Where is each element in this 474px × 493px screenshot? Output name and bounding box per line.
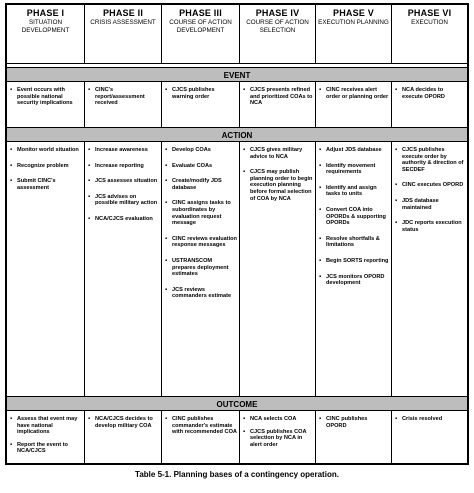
planning-table <box>5 3 469 465</box>
bullet-list <box>7 142 84 191</box>
bullet-item: ▪ CJCS gives military advice to NCA <box>243 147 313 160</box>
bullet-item: ▪ Begin SORTS reporting <box>319 258 389 265</box>
outcome-cell-phase-5 <box>316 411 392 463</box>
bullet-item: ▪ Assess that event may have national implications <box>10 416 82 436</box>
bullet-item: ▪ NCA/CJCS evaluation <box>88 216 159 223</box>
bullet-item: ▪ JCS advises on possible military action <box>88 194 159 207</box>
bullet-item: ▪ Adjust JDS database <box>319 147 389 154</box>
action-cell-phase-5 <box>316 142 392 396</box>
phase-header-5 <box>316 5 392 63</box>
phase-title: PHASE VI <box>407 8 452 18</box>
bullet-list <box>85 411 161 429</box>
bullet-item: ▪ JCS reviews commanders estimate <box>165 287 237 300</box>
event-cell-phase-5 <box>316 82 392 127</box>
bullet-item: ▪ Event occurs with possible national security implications <box>10 87 82 107</box>
event-cell-phase-3 <box>162 82 240 127</box>
phase-subtitle: COURSE OF ACTION DEVELOPMENT <box>169 19 232 34</box>
bullet-list <box>162 82 239 100</box>
phase-title: PHASE II <box>102 8 144 18</box>
section-band-action: ACTION <box>7 127 467 142</box>
bullet-list <box>240 82 315 107</box>
bullet-list <box>240 411 315 448</box>
event-row <box>7 82 467 127</box>
bullet-item: ▪ Monitor world situation <box>10 147 82 154</box>
bullet-item: ▪ Increase reporting <box>88 163 159 170</box>
bullet-item: ▪ CINC reviews evaluation response messages <box>165 236 237 249</box>
section-band-event: EVENT <box>7 67 467 82</box>
bullet-item: ▪ NCA decides to execute OPORD <box>395 87 465 100</box>
bullet-list <box>392 142 467 233</box>
bullet-item: ▪ CINC's report/assessment received <box>88 87 159 107</box>
action-cell-phase-6 <box>392 142 467 396</box>
outcome-cell-phase-1 <box>7 411 85 463</box>
event-cell-phase-1 <box>7 82 85 127</box>
table-caption: Table 5-1. Planning bases of a contingency operation. <box>135 470 339 479</box>
phase-header-2 <box>85 5 162 63</box>
phase-subtitle: EXECUTION PLANNING <box>318 19 389 26</box>
bullet-list <box>392 82 467 100</box>
bullet-list <box>85 142 161 223</box>
bullet-list <box>7 82 84 107</box>
bullet-item: ▪ JDC reports execution status <box>395 220 465 233</box>
phase-title: PHASE V <box>333 8 374 18</box>
bullet-item: ▪ Identify movement requirements <box>319 163 389 176</box>
bullet-item: ▪ CINC publishes commander's estimate with recommended COA <box>165 416 237 436</box>
bullet-item: ▪ CJCS publishes execute order by authority & direction of SECDEF <box>395 147 465 173</box>
phase-title: PHASE III <box>179 8 222 18</box>
action-cell-phase-3 <box>162 142 240 396</box>
bullet-item: ▪ Recognize problem <box>10 163 82 170</box>
phase-header-1 <box>7 5 85 63</box>
bullet-item: ▪ CINC receives alert order or planning order <box>319 87 389 100</box>
bullet-list <box>240 142 315 202</box>
phase-subtitle: COURSE OF ACTION SELECTION <box>246 19 309 34</box>
bullet-item: ▪ Submit CINC's assessment <box>10 178 82 191</box>
bullet-list <box>392 411 467 423</box>
event-cell-phase-6 <box>392 82 467 127</box>
outcome-cell-phase-4 <box>240 411 316 463</box>
bullet-item: ▪ JDS database maintained <box>395 198 465 211</box>
bullet-item: ▪ Create/modify JDS database <box>165 178 237 191</box>
bullet-item: ▪ USTRANSCOM prepares deployment estimates <box>165 258 237 278</box>
phase-header-3 <box>162 5 240 63</box>
bullet-item: ▪ Develop COAs <box>165 147 237 154</box>
bullet-item: ▪ CJCS may publish planning order to begin execution planning before formal selection of COA by NCA <box>243 169 313 202</box>
bullet-item: ▪ Identify and assign tasks to units <box>319 185 389 198</box>
phase-title: PHASE IV <box>255 8 300 18</box>
phase-header-4 <box>240 5 316 63</box>
bullet-item: ▪ CJCS presents refined and prioritized COAs to NCA <box>243 87 313 107</box>
phase-title: PHASE I <box>26 8 65 18</box>
action-row <box>7 142 467 396</box>
bullet-list <box>162 142 239 300</box>
event-cell-phase-2 <box>85 82 162 127</box>
bullet-list <box>316 82 391 100</box>
phase-subtitle: CRISIS ASSESSMENT <box>90 19 156 26</box>
outcome-cell-phase-6 <box>392 411 467 463</box>
phase-header-6 <box>392 5 467 63</box>
action-cell-phase-2 <box>85 142 162 396</box>
bullet-item: ▪ Evaluate COAs <box>165 163 237 170</box>
bullet-item: ▪ Convert COA into OPORDs & supporting OPORDs <box>319 207 389 227</box>
outcome-row <box>7 411 467 463</box>
bullet-item: ▪ CJCS publishes COA selection by NCA in alert order <box>243 429 313 449</box>
phase-subtitle: SITUATION DEVELOPMENT <box>21 19 70 34</box>
outcome-cell-phase-2 <box>85 411 162 463</box>
bullet-item: ▪ CINC publishes OPORD <box>319 416 389 429</box>
bullet-list <box>162 411 239 436</box>
action-cell-phase-4 <box>240 142 316 396</box>
bullet-item: ▪ CINC assigns tasks to subordinates by evaluation request message <box>165 200 237 226</box>
section-band-outcome: OUTCOME <box>7 396 467 411</box>
bullet-item: ▪ JCS monitors OPORD development <box>319 274 389 287</box>
bullet-item: ▪ JCS assesses situation <box>88 178 159 185</box>
action-cell-phase-1 <box>7 142 85 396</box>
bullet-item: ▪ Crisis resolved <box>395 416 465 423</box>
bullet-item: ▪ NCA selects COA <box>243 416 313 423</box>
bullet-item: ▪ Report the event to NCA/CJCS <box>10 442 82 455</box>
bullet-item: ▪ CJCS publishes warning order <box>165 87 237 100</box>
bullet-item: ▪ Increase awareness <box>88 147 159 154</box>
bullet-item: ▪ Resolve shortfalls & limitations <box>319 236 389 249</box>
bullet-item: ▪ CINC executes OPORD <box>395 182 465 189</box>
bullet-list <box>316 411 391 429</box>
event-cell-phase-4 <box>240 82 316 127</box>
phase-subtitle: EXECUTION <box>411 19 448 26</box>
outcome-cell-phase-3 <box>162 411 240 463</box>
bullet-list <box>7 411 84 455</box>
bullet-list <box>85 82 161 107</box>
phase-header-row <box>7 5 467 64</box>
bullet-list <box>316 142 391 287</box>
bullet-item: ▪ NCA/CJCS decides to develop military COA <box>88 416 159 429</box>
